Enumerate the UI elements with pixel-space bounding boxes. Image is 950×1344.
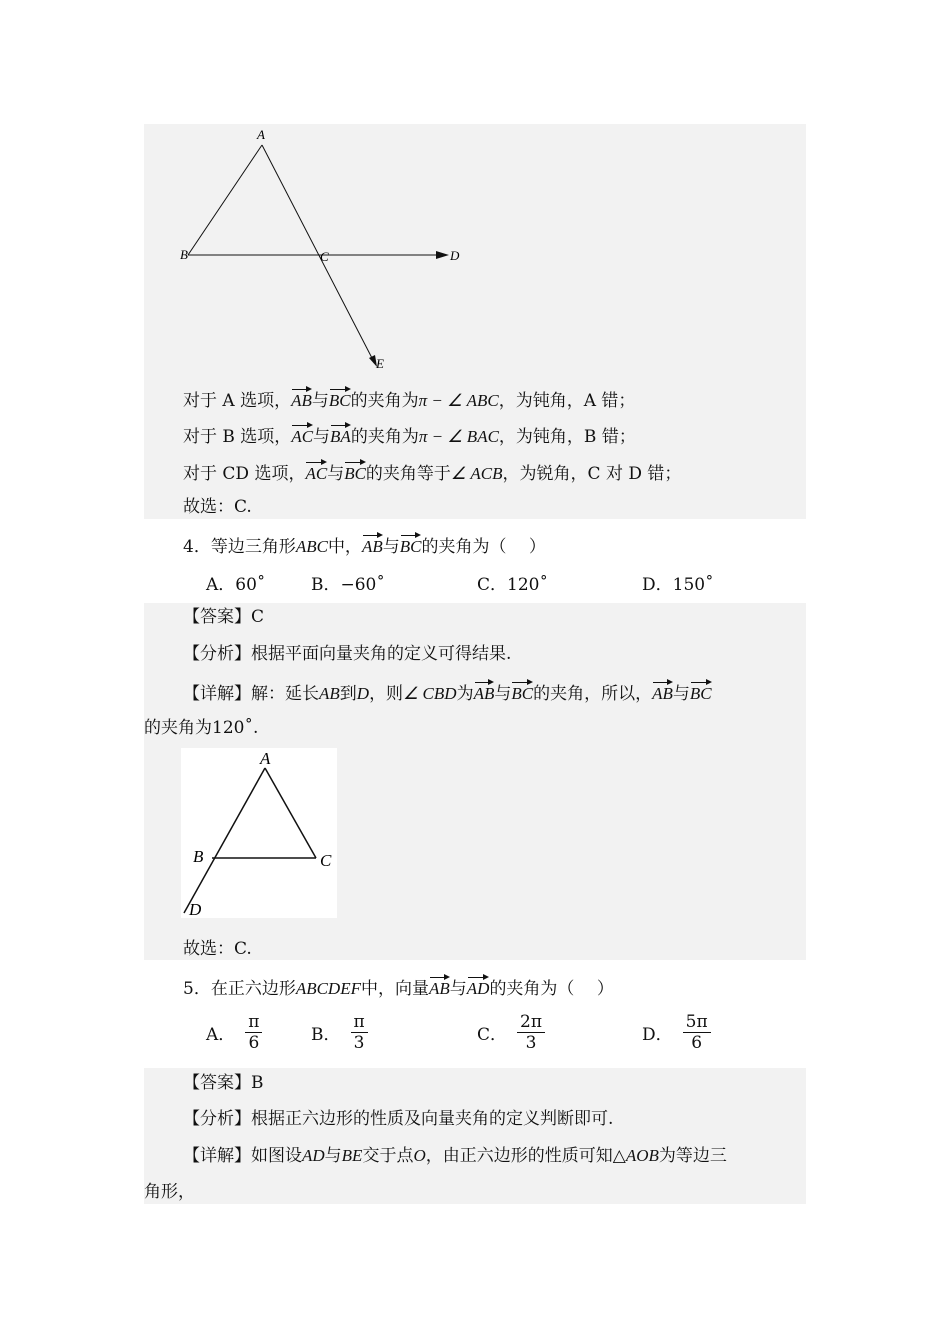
analysis-5: 【分析】根据正六边形的性质及向量夹角的定义判断即可. [183,1109,614,1129]
label-c: C [320,249,329,264]
question-4: 4．等边三角形ABC中，AB与BC的夹角为（ ） [183,532,546,558]
ray-ae [262,145,373,360]
figure-triangle [181,748,337,918]
solution-line-cd: 对于 CD 选项，AC与BC的夹角等于∠ ACB，为锐角，C 对 D 错； [183,459,681,485]
label-e: E [376,356,384,371]
q5-option-d[interactable]: D． $\frac{5\pi}{6}$ [642,1012,711,1053]
tri-label-a: A [260,749,271,768]
detail-5-cont: 角形， [144,1182,195,1202]
solution-line-b: 对于 B 选项，AC与BA的夹角为π − ∠ BAC，为钝角，B 错； [183,422,636,448]
q4-option-c[interactable]: C．120˚ [477,575,548,595]
figure-line-diagram [170,124,480,374]
label-a: A [257,127,265,142]
final-4: 故选：C. [183,939,252,959]
analysis-4: 【分析】根据平面向量夹角的定义可得结果. [183,644,512,664]
detail-4: 【详解】解：延长AB到D，则∠ CBD为AB与BC的夹角，所以，AB与BC [183,679,712,705]
question-5: 5．在正六边形ABCDEF中，向量AB与AD的夹角为（ ） [183,974,614,1000]
solution-line-a: 对于 A 选项，AB与BC的夹角为π − ∠ ABC，为钝角，A 错； [183,386,635,412]
q5-option-b[interactable]: B． $\frac{\pi}{3}$ [311,1012,368,1053]
q5-option-c[interactable]: C． $\frac{2\pi}{3}$ [477,1012,545,1053]
answer-5: 【答案】B [183,1073,264,1093]
label-b: B [180,247,188,262]
q4-option-b[interactable]: B．−60˚ [311,575,385,595]
arrow-d [436,251,449,259]
q5-option-a[interactable]: A． $\frac{\pi}{6}$ [206,1012,262,1053]
q4-option-a[interactable]: A．60˚ [206,575,266,595]
solution-final: 故选：C. [183,497,252,517]
detail-4-cont: 的夹角为120˚. [144,718,259,738]
q4-option-d[interactable]: D．150˚ [642,575,714,595]
tri-label-d: D [189,900,202,918]
tri-label-c: C [320,851,332,870]
answer-4: 【答案】C [183,607,265,627]
tri-label-b: B [193,847,204,866]
detail-5: 【详解】如图设AD与BE交于点O，由正六边形的性质可知△AOB为等边三 [183,1146,727,1166]
label-d: D [450,248,460,263]
segment-ab [188,145,262,255]
